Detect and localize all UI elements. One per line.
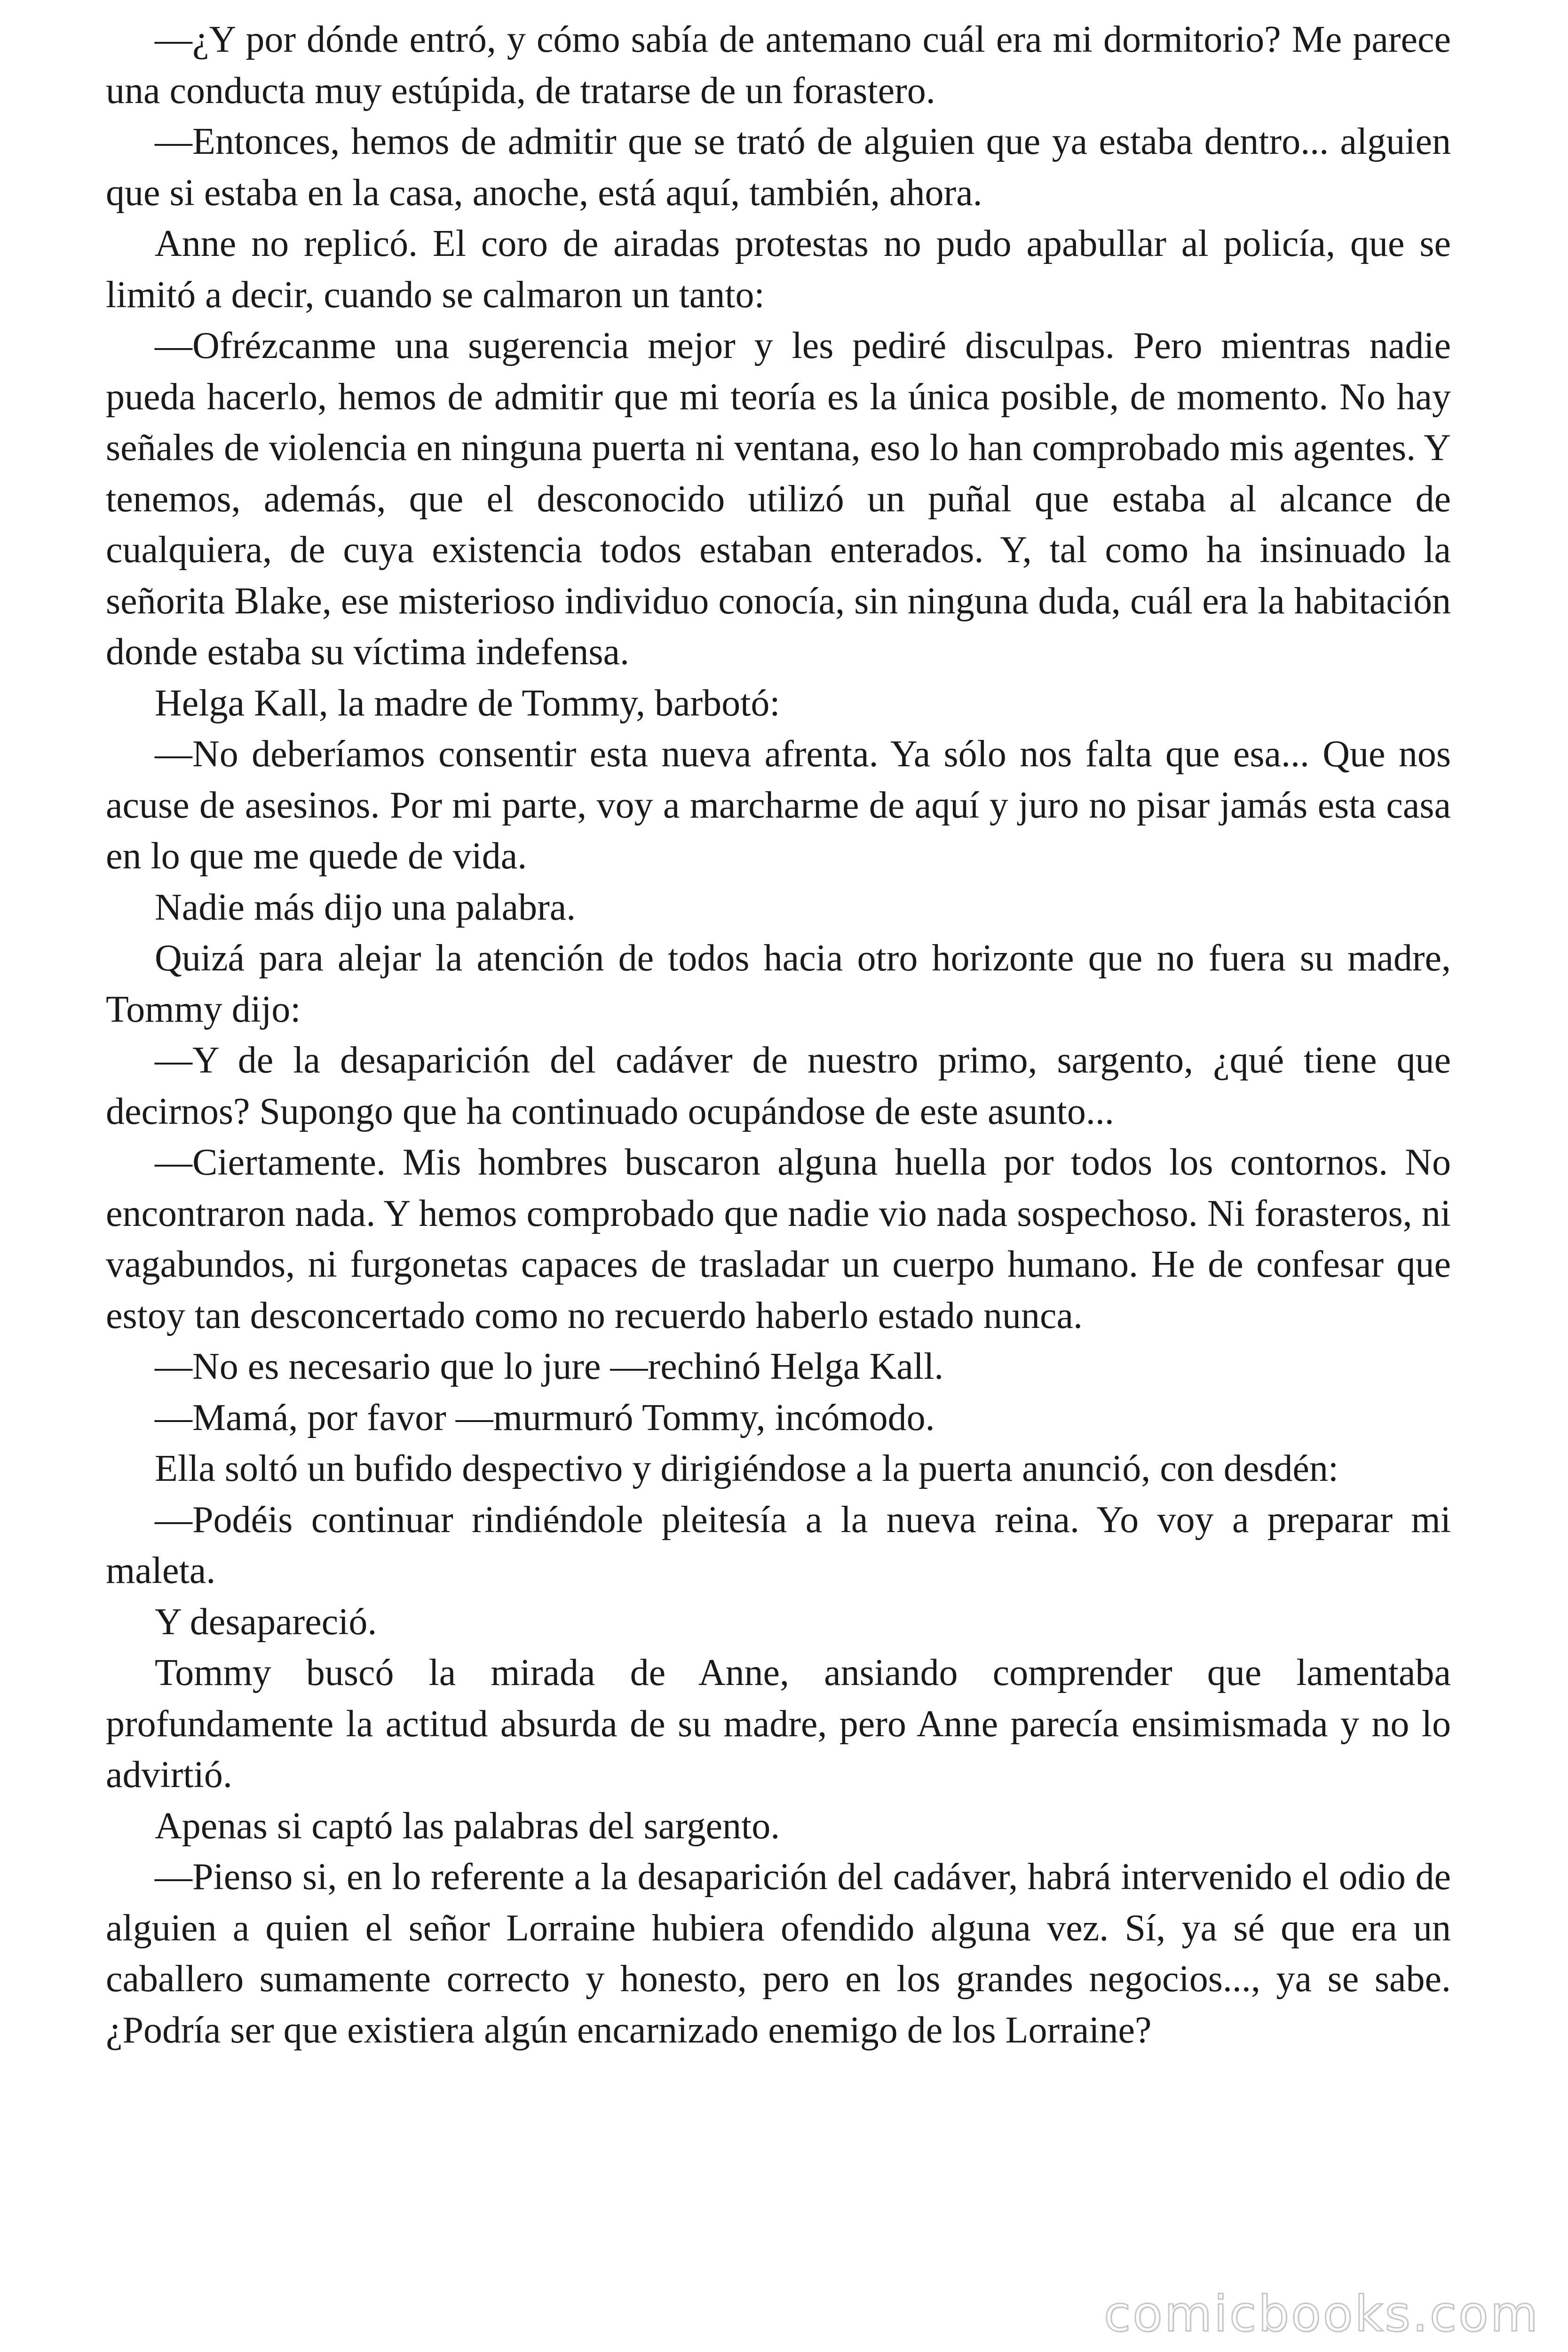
paragraph: Ella soltó un bufido despectivo y dirigiéndose a la puerta anunció, con desdén:	[155, 1448, 1339, 1489]
paragraph: —Y de la desaparición del cadáver de nuestro primo, sargento, ¿qué tiene que decirnos? Supongo que ha continuado ocupándose de este asunto...	[106, 1040, 1451, 1132]
paragraph: —¿Y por dónde entró, y cómo sabía de antemano cuál era mi dormitorio? Me parece una conducta muy estúpida, de tratarse de un forastero.	[106, 19, 1451, 111]
paragraph: —Ciertamente. Mis hombres buscaron alguna huella por todos los contornos. No encontraron nada. Y hemos comprobado que nadie vio nada sospechoso. Ni forasteros, ni vagabundos, ni furgonetas capaces de trasladar un cuerpo humano. He de confesar que estoy tan desconcertado como no recuerdo haberlo estado nunca.	[106, 1142, 1451, 1336]
paragraph: —Ofrézcanme una sugerencia mejor y les pediré disculpas. Pero mientras nadie pueda hacerlo, hemos de admitir que mi teoría es la única posible, de momento. No hay señales de violencia en ninguna puerta ni ventana, eso lo han comprobado mis agentes. Y tenemos, además, que el desconocido utilizó un puñal que estaba al alcance de cualquiera, de cuya existencia todos estaban enterados. Y, tal como ha insinuado la señorita Blake, ese misterioso individuo conocía, sin ninguna duda, cuál era la habitación donde estaba su víctima indefensa.	[106, 325, 1451, 673]
paragraph: Apenas si captó las palabras del sargento.	[155, 1805, 780, 1847]
watermark: comicbooks.com	[1103, 2285, 1540, 2343]
paragraph: Helga Kall, la madre de Tommy, barbotó:	[155, 682, 780, 724]
page-body	[106, 14, 1451, 2056]
paragraph: —No deberíamos consentir esta nueva afrenta. Ya sólo nos falta que esa... Que nos acuse de asesinos. Por mi parte, voy a marcharme de aquí y juro no pisar jamás esta casa en lo que me quede de vida.	[106, 733, 1451, 877]
paragraph: Nadie más dijo una palabra.	[155, 886, 576, 928]
paragraph: Y desapareció.	[155, 1601, 377, 1643]
paragraph: —Entonces, hemos de admitir que se trató de alguien que ya estaba dentro... alguien que si estaba en la casa, anoche, está aquí, también, ahora.	[106, 121, 1451, 214]
paragraph: —Mamá, por favor —murmuró Tommy, incómodo.	[155, 1397, 935, 1438]
paragraph: Tommy buscó la mirada de Anne, ansiando comprender que lamentaba profundamente la actitud absurda de su madre, pero Anne parecía ensimismada y no lo advirtió.	[106, 1652, 1451, 1796]
paragraph: —No es necesario que lo jure —rechinó Helga Kall.	[155, 1346, 944, 1387]
paragraph: Anne no replicó. El coro de airadas protestas no pudo apabullar al policía, que se limitó a decir, cuando se calmaron un tanto:	[106, 223, 1451, 316]
paragraph: Quizá para alejar la atención de todos hacia otro horizonte que no fuera su madre, Tommy dijo:	[106, 938, 1451, 1030]
paragraph: —Pienso si, en lo referente a la desaparición del cadáver, habrá intervenido el odio de alguien a quien el señor Lorraine hubiera ofendido alguna vez. Sí, ya sé que era un caballero sumamente correcto y honesto, pero en los grandes negocios..., ya se sabe. ¿Podría ser que existiera algún encarnizado enemigo de los Lorraine?	[106, 1856, 1451, 2051]
paragraph: —Podéis continuar rindiéndole pleitesía a la nueva reina. Yo voy a preparar mi maleta.	[106, 1499, 1451, 1591]
